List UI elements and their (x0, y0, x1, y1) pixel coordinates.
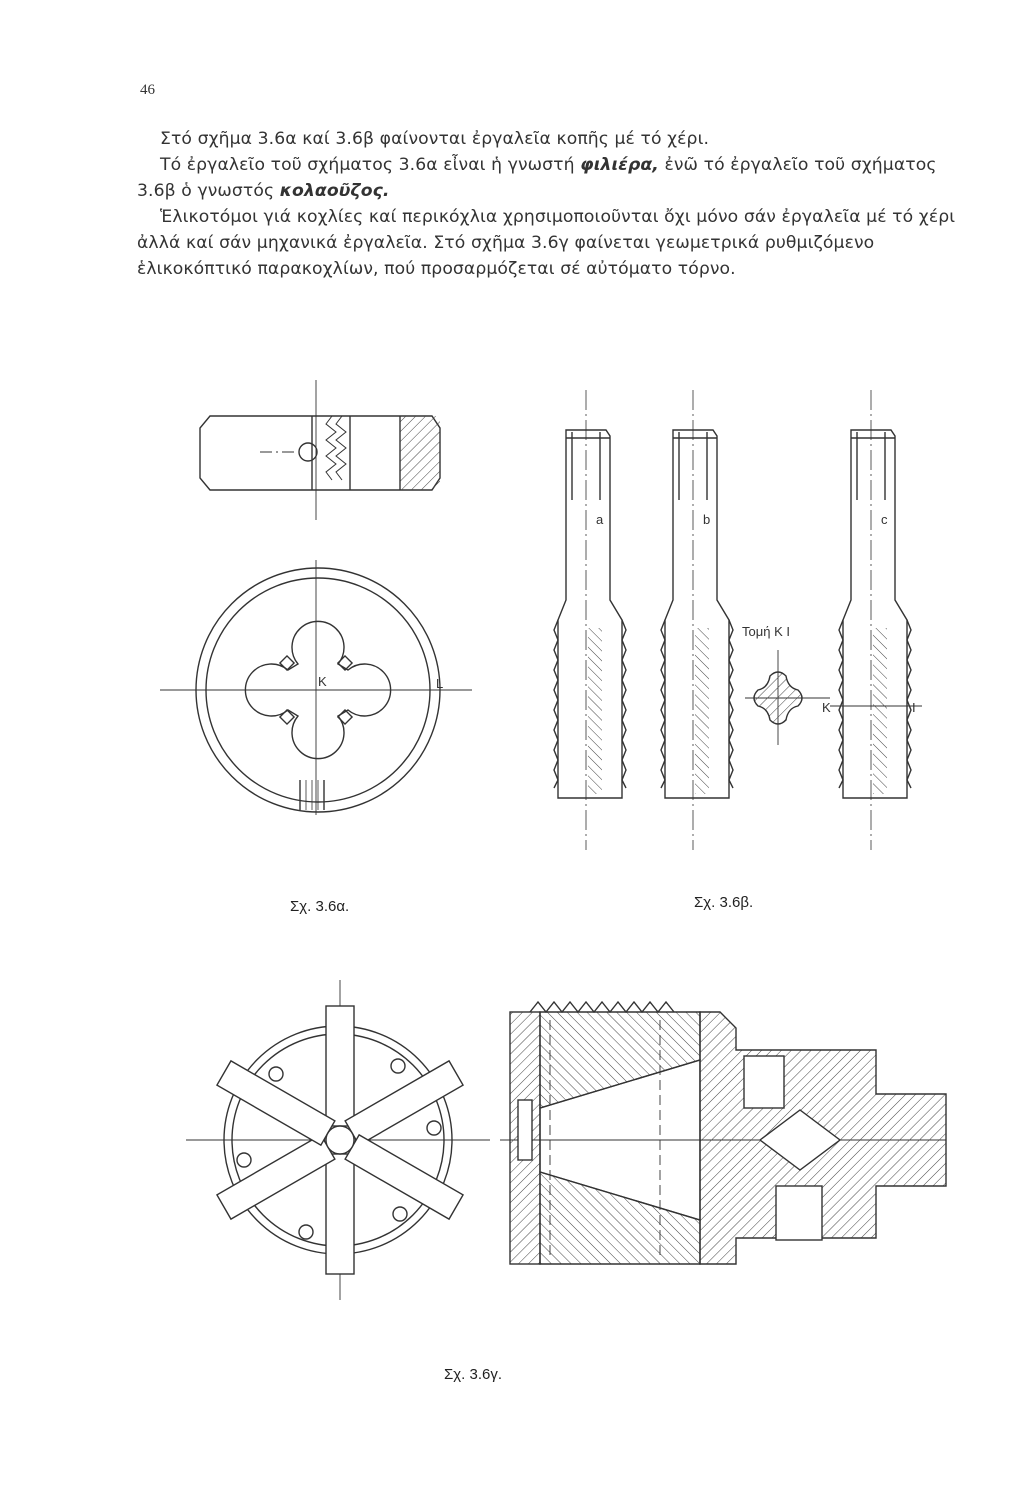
paragraph-2-mid: ἐνῶ τό ἐργαλεῖο τοῦ σχήματος 3.6β ὁ γνωστός (137, 155, 937, 201)
term-kolaouzos: κολαοῦζος. (279, 181, 390, 201)
die-head-front-view (186, 980, 490, 1300)
page-number: 46 (140, 82, 155, 98)
tap-c (830, 390, 922, 850)
tap-cross-section (742, 624, 916, 745)
paragraph-3: Ἑλικοτόμοι γιά κοχλίες καί περικόχλια χρησιμοποιοῦνται ὄχι μόνο σάν ἐργαλεῖα μέ τό χέρι ἀλλά καί σάν μηχανικά ἐργαλεῖα. Στό σχῆμα 3.6γ φαίνεται γεωμετρικά ρυθμιζόμενο ἑλικοκόπτικό παρακοχλίων, πού προσαρμόζεται σέ αὐτόματο τόρνο. (137, 207, 956, 279)
die-side-view (200, 380, 440, 520)
die-front-view (160, 560, 472, 815)
die-label-l: L (436, 676, 444, 691)
die-label-k: K (318, 674, 327, 689)
caption-fig-b: Σχ. 3.6β. (694, 894, 754, 911)
section-label: Τομή K I (742, 624, 790, 639)
caption-fig-a: Σχ. 3.6α. (290, 898, 350, 915)
figure-3-6b-taps (554, 390, 922, 850)
die-head-section-view (500, 1002, 946, 1264)
figure-3-6c-die-head (186, 980, 946, 1300)
paragraph-2-start: Τό ἐργαλεῖο τοῦ σχήματος 3.6α εἶναι ἡ γνωστή (160, 155, 581, 175)
tap-a (554, 390, 626, 850)
section-label-k: K (822, 700, 831, 715)
figure-3-6a-die (160, 380, 472, 815)
caption-fig-c: Σχ. 3.6γ. (444, 1366, 503, 1383)
term-filiera: φιλιέρα, (580, 155, 659, 175)
tap-label-a: a (596, 512, 604, 527)
section-label-i: I (912, 700, 916, 715)
tap-label-c: c (881, 512, 888, 527)
tap-label-b: b (703, 512, 711, 527)
paragraph-1: Στό σχῆμα 3.6α καί 3.6β φαίνονται ἐργαλεῖα κοπῆς μέ τό χέρι. (160, 129, 710, 149)
tap-b (661, 390, 733, 850)
